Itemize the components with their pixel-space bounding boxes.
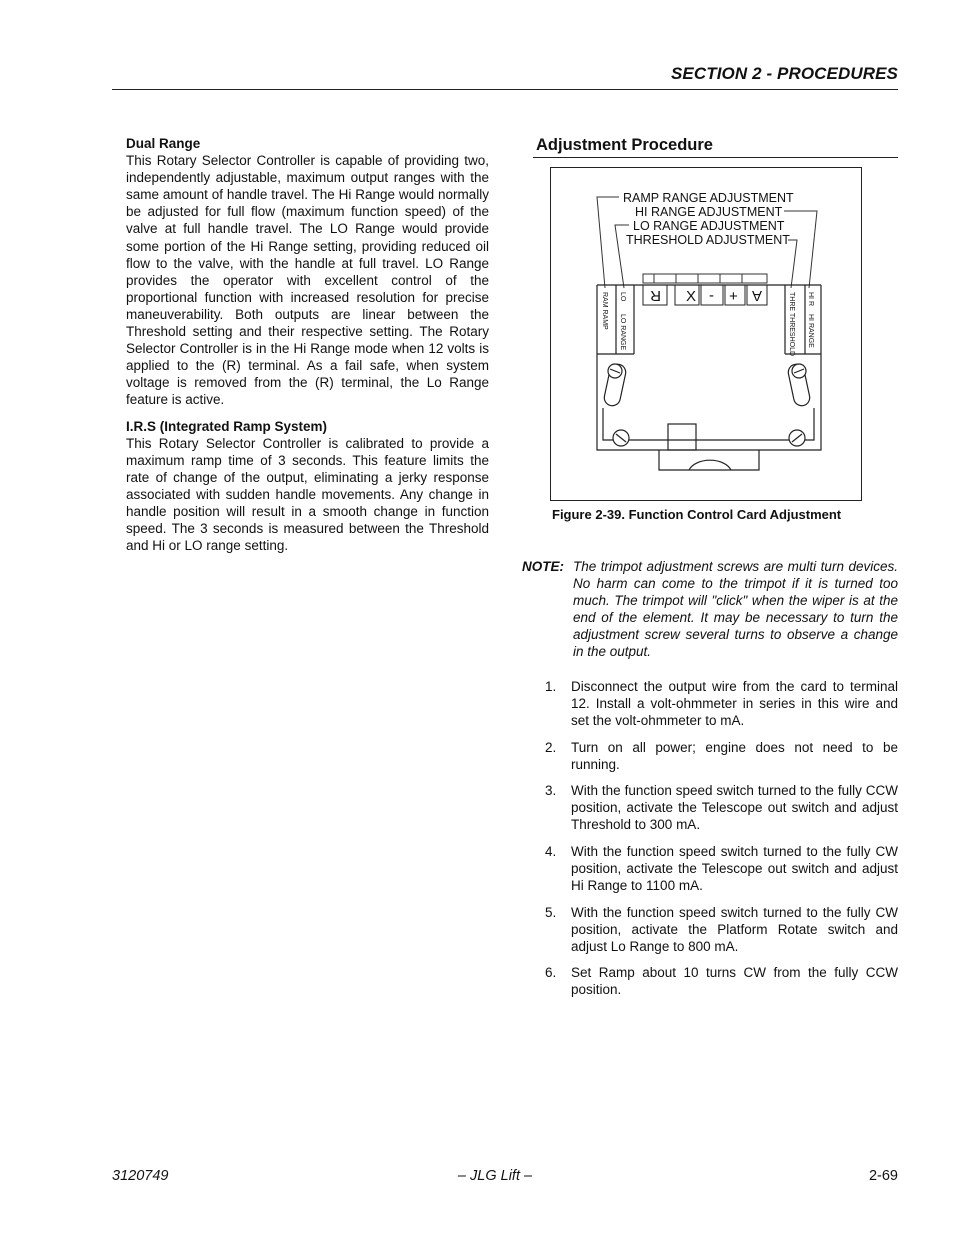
procedure-step <box>545 904 898 955</box>
header-rule <box>112 89 898 90</box>
terminal-a: A <box>751 287 762 304</box>
left-trimpot <box>603 363 627 407</box>
step-number: 5. <box>545 904 557 920</box>
bottom-left-screw <box>613 430 629 446</box>
step-text: With the function speed switch turned to the fully CCW position, activate the Telescope out switch and adjust Threshold to 300 mA. <box>571 783 898 833</box>
procedure-steps <box>545 678 898 1008</box>
footer-brand: – JLG Lift – <box>457 1168 533 1184</box>
dual-range-body: This Rotary Selector Controller is capable of providing two, independently adjustable, maximum output ranges with the same amount of handle travel. The Hi Range would normally be adjusted for full flow (maximum function speed) of the valve at full handle travel. The LO Range would provide some portion of the Hi Range setting, providing reduced oil flow to the valve, with the handle at full travel. LO Range provides the operator with excellent control of the proportional function with increased resolution for precise maneuverability. Both outputs are linear between the Threshold setting and their respective setting. The Rotary Selector Controller is in the Hi Range mode when 12 volts is applied to the (R) terminal. As a fail safe, when system voltage is removed from the (R) terminal, the Lo Range feature is active. <box>126 153 489 408</box>
pot-label-hi-range: HI RANGE <box>807 314 814 348</box>
step-number: 4. <box>545 843 557 859</box>
footer-page-number: 2-69 <box>868 1168 898 1184</box>
lo-range-label: LO RANGE ADJUSTMENT <box>633 219 785 233</box>
left-column <box>126 135 489 554</box>
card-body <box>597 285 821 470</box>
footer-doc-number: 3120749 <box>112 1168 169 1184</box>
note-label: NOTE: <box>522 559 564 574</box>
hi-range-label: HI RANGE ADJUSTMENT <box>635 205 783 219</box>
procedure-step <box>545 843 898 894</box>
control-card-diagram <box>551 168 863 502</box>
bottom-right-screw <box>789 430 805 446</box>
function-control-card-figure <box>550 167 862 501</box>
figure-caption: Figure 2-39. Function Control Card Adjustment <box>552 507 842 522</box>
procedure-step <box>545 964 898 998</box>
terminal-strip <box>643 274 767 283</box>
right-trimpot <box>787 363 811 407</box>
pot-label-ramp: RAM RAMP <box>601 292 608 330</box>
pot-labels <box>601 292 814 356</box>
step-number: 1. <box>545 679 557 694</box>
step-number: 6. <box>545 965 557 981</box>
irs-heading: I.R.S (Integrated Ramp System) <box>126 418 328 434</box>
ramp-range-label: RAMP RANGE ADJUSTMENT <box>623 191 794 205</box>
pot-label-lo-range: LO RANGE <box>619 314 626 351</box>
pot-label-thre: THRE THRESHOLD <box>788 292 795 357</box>
terminal-r: R <box>650 287 661 304</box>
step-text: Set Ramp about 10 turns CW from the fully CCW position. <box>571 965 898 998</box>
threshold-label: THRESHOLD ADJUSTMENT <box>626 233 790 247</box>
adjustment-heading-rule <box>533 157 898 158</box>
note-text: The trimpot adjustment screws are multi turn devices. No harm can come to the trimpot if it is turned too much. The trimpot will "click" when the wiper is at the end of the element. It may be necessary to turn the adjustment screw several turns to observe a change in the output. <box>573 559 898 660</box>
section-title: SECTION 2 - PROCEDURES <box>670 64 898 83</box>
irs-body: This Rotary Selector Controller is calibrated to provide a maximum ramp time of 3 seconds. This feature limits the rate of change of the output, eliminating a jerky response associated with sudden handle movements. Any change in handle position will result in a smooth change in function speed. The 3 seconds is measured between the Threshold and Hi or LO range setting. <box>126 435 489 554</box>
pot-label-lo: LO <box>619 292 626 302</box>
terminal-x: X <box>686 288 697 305</box>
dual-range-heading: Dual Range <box>126 136 201 151</box>
step-text: Turn on all power; engine does not need to be running. <box>571 739 898 772</box>
step-text: With the function speed switch turned to the fully CW position, activate the Platform Rotate switch and adjust Lo Range to 800 mA. <box>571 904 898 954</box>
terminal-minus: - <box>709 287 714 304</box>
pot-label-hir: HI R <box>807 292 814 306</box>
step-number: 3. <box>545 783 557 799</box>
procedure-step <box>545 739 898 773</box>
terminal-plus: + <box>729 288 738 305</box>
step-text: Disconnect the output wire from the card to terminal 12. Install a volt-ohmmeter in series in this wire and set the volt-ohmmeter to mA. <box>571 679 898 729</box>
step-number: 2. <box>545 739 557 755</box>
adjustment-procedure-heading: Adjustment Procedure <box>536 136 713 154</box>
procedure-step <box>545 782 898 833</box>
trimpots <box>603 363 811 446</box>
procedure-step <box>545 678 898 729</box>
step-text: With the function speed switch turned to the fully CW position, activate the Telescope out switch and adjust Hi Range to 1100 mA. <box>571 843 898 894</box>
